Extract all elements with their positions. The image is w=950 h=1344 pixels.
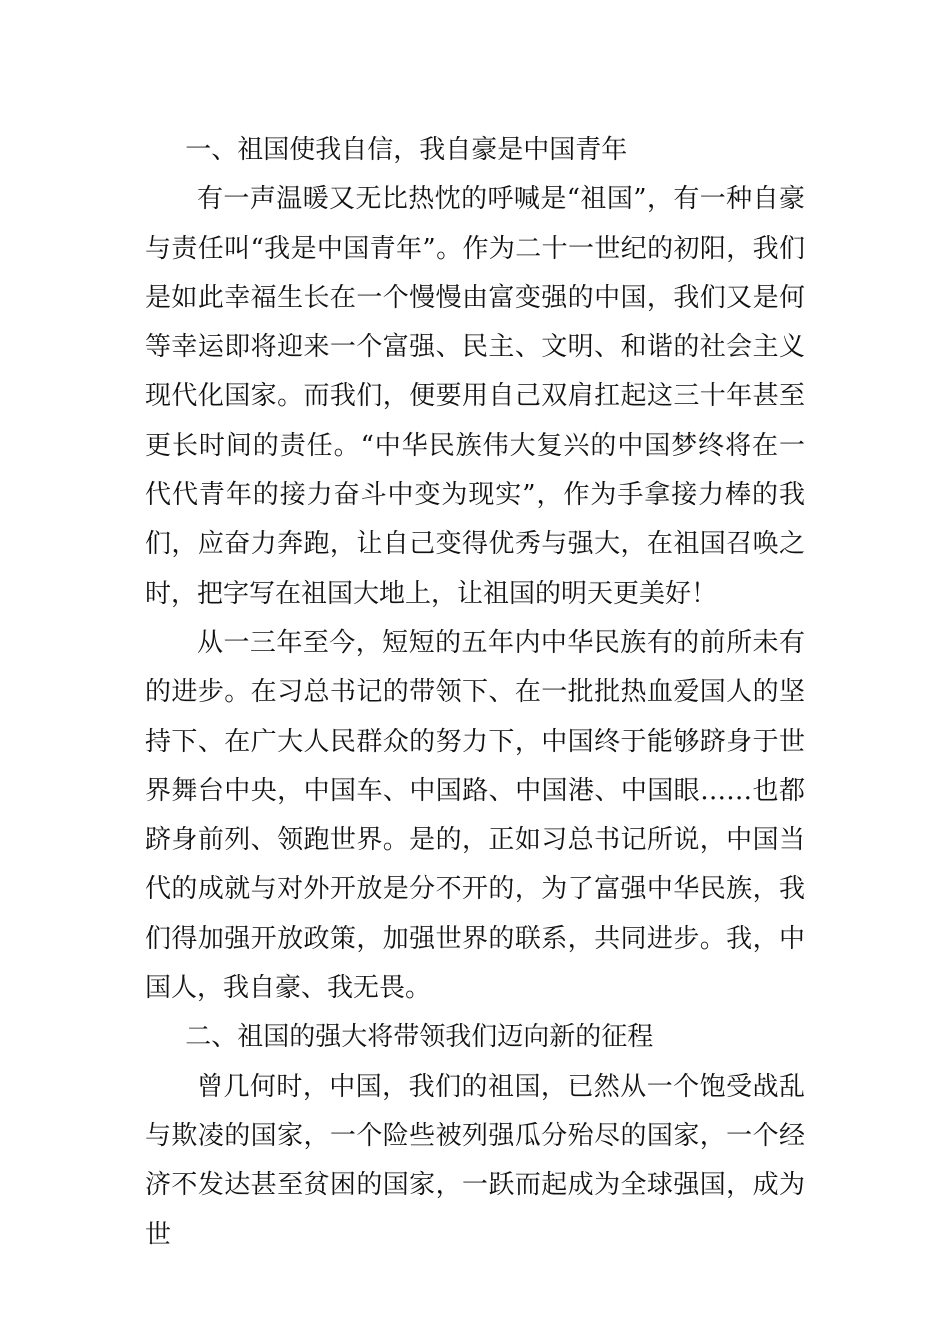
paragraph: 曾几何时，中国，我们的祖国，已然从一个饱受战乱与欺凌的国家，一个险些被列强瓜分殆尽的国家，一个经济不发达甚至贫困的国家，一跃而起成为全球强国，成为世 — [145, 1071, 805, 1250]
section-heading-1: 一、祖国使我自信，我自豪是中国青年 — [185, 135, 628, 165]
document-body — [145, 126, 805, 1260]
paragraph: 从一三年至今，短短的五年内中华民族有的前所未有的进步。在习总书记的带领下、在一批批热血爱国人的坚持下、在广大人民群众的努力下，中国终于能够跻身于世界舞台中央，中国车、中国路、中国港、中国眼……也都跻身前列、领跑世界。是的，正如习总书记所说，中国当代的成就与对外开放是分不开的，为了富强中华民族，我们得加强开放政策，加强世界的联系，共同进步。我，中国人，我自豪、我无畏。 — [145, 627, 805, 1004]
section-heading-2: 二、祖国的强大将带领我们迈向新的征程 — [185, 1022, 654, 1053]
paragraph: 有一声温暖又无比热忱的呼喊是“祖国”，有一种自豪与责任叫“我是中国青年”。作为二十一世纪的初阳，我们是如此幸福生长在一个慢慢由富变强的中国，我们又是何等幸运即将迎来一个富强、民主、文明、和谐的社会主义现代化国家。而我们，便要用自己双肩扛起这三十年甚至更长时间的责任。“中华民族伟大复兴的中国梦终将在一代代青年的接力奋斗中变为现实”，作为手拿接力棒的我们，应奋力奔跑，让自己变得优秀与强大，在祖国召唤之时，把字写在祖国大地上，让祖国的明天更美好！ — [145, 184, 805, 609]
